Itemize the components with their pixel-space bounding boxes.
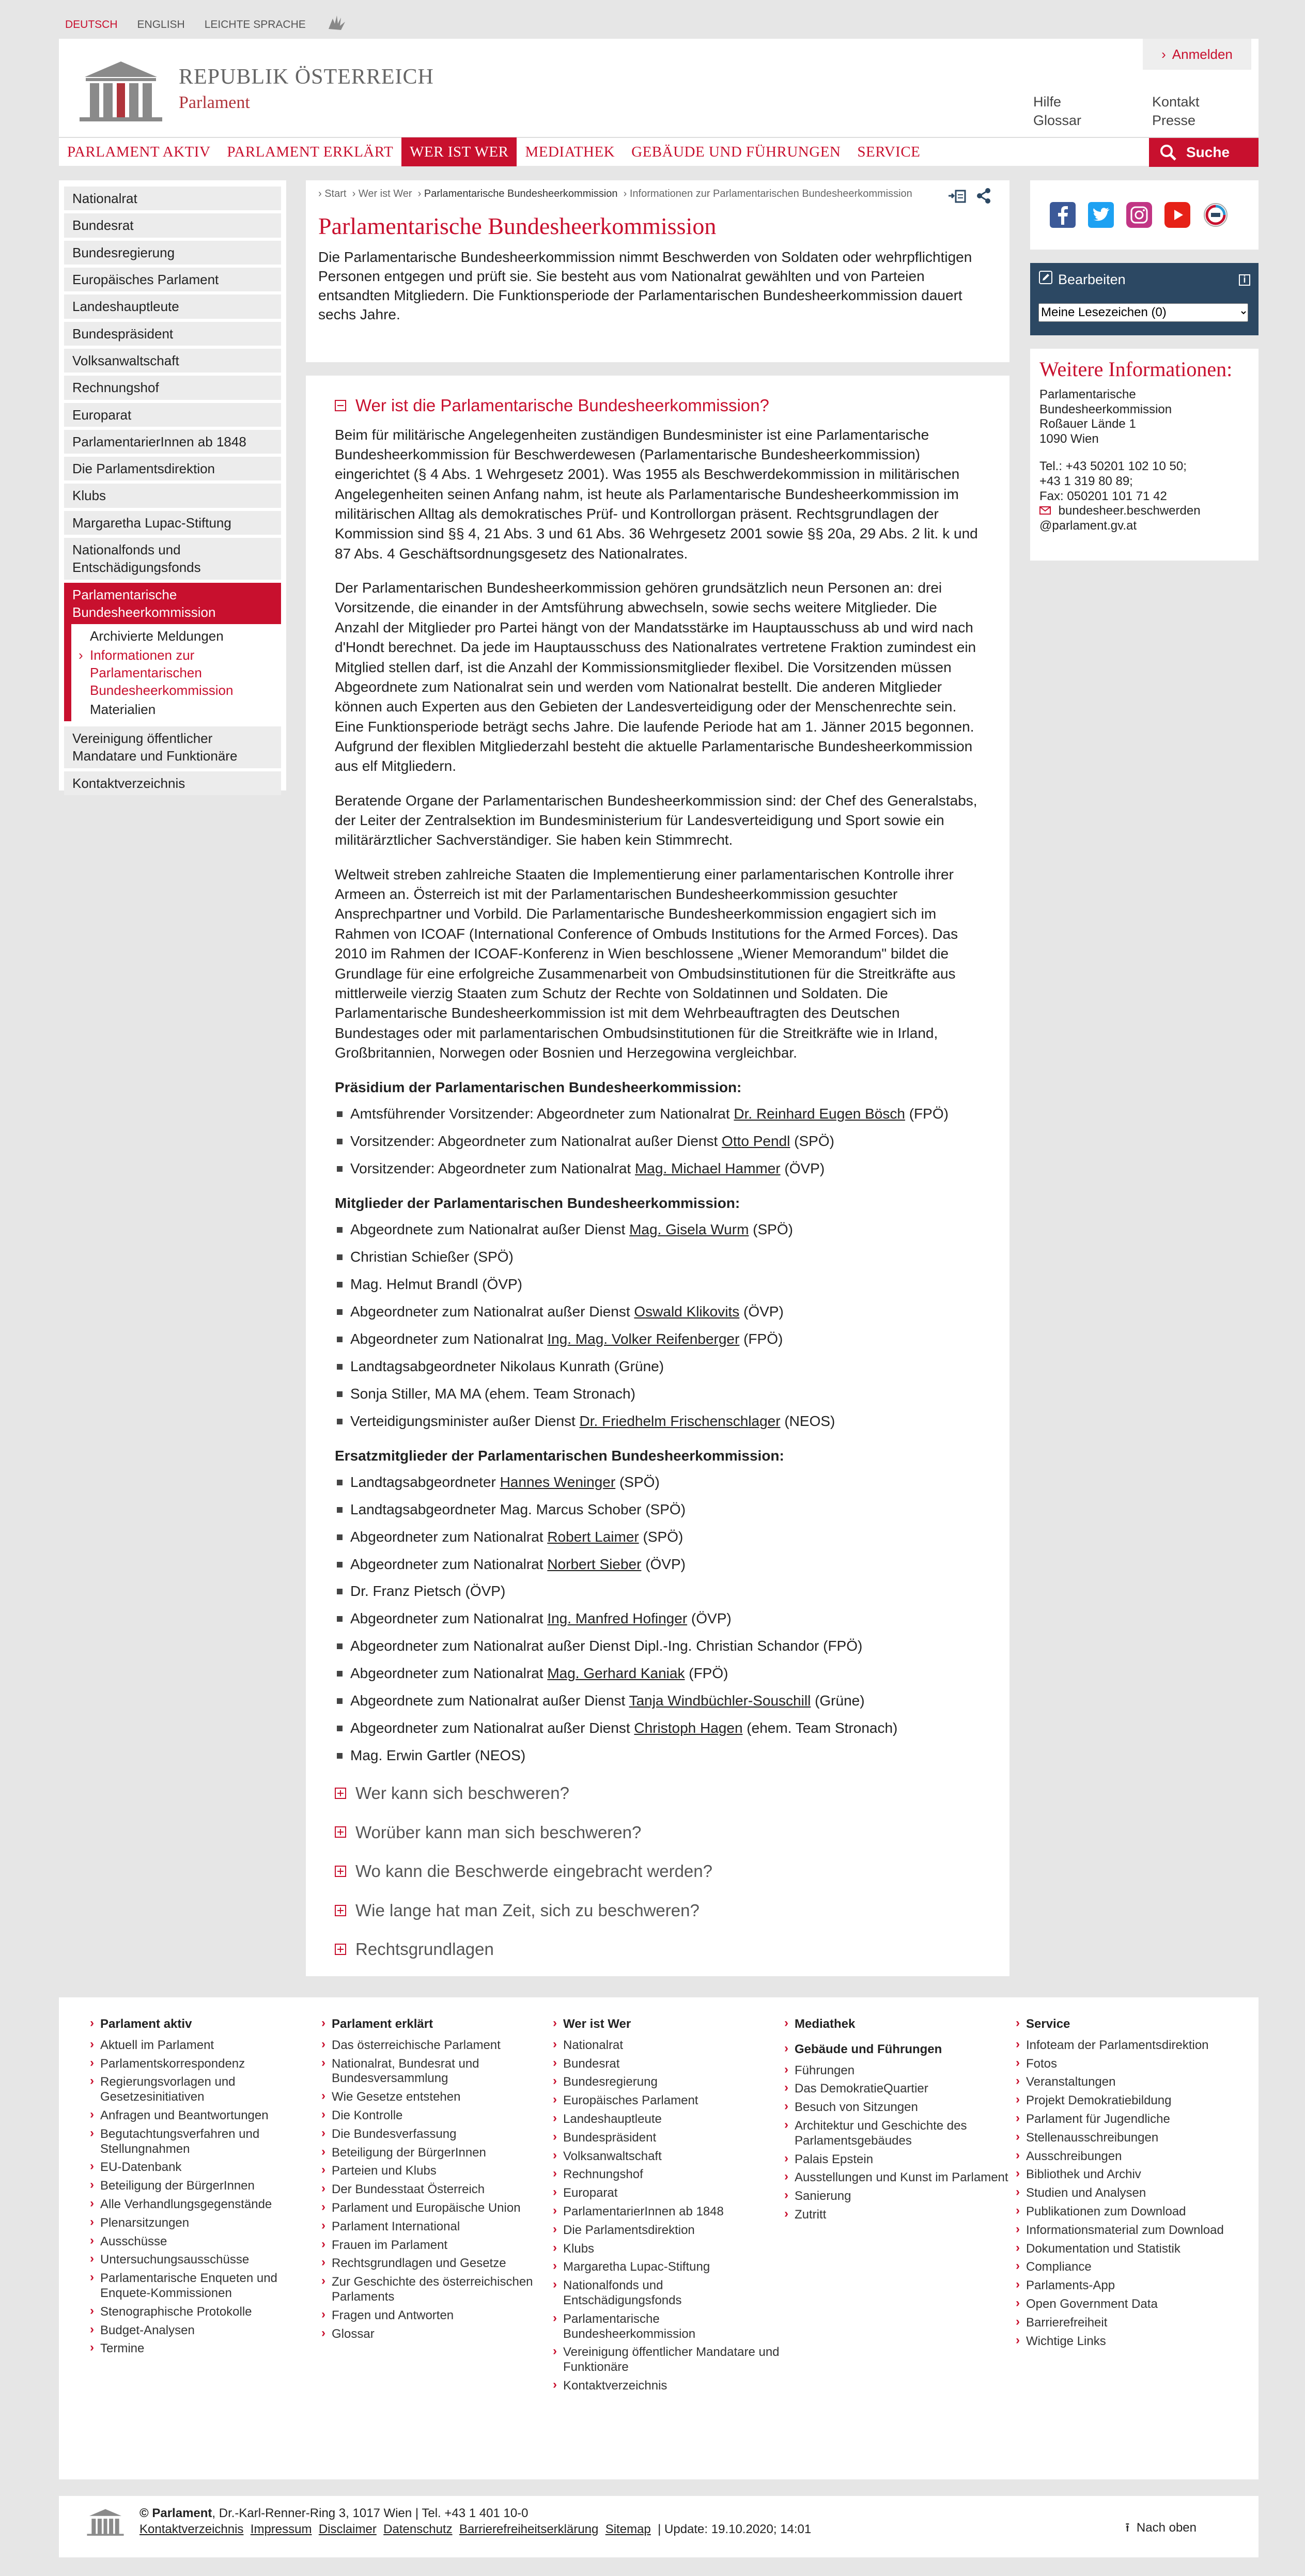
update-date: | Update: 19.10.2020; 14:01 [658, 2522, 812, 2537]
person-link[interactable]: Robert Laimer [547, 1528, 639, 1545]
sidebar-item-kontaktverzeichnis[interactable]: Kontaktverzeichnis [64, 771, 281, 795]
intro-panel [306, 180, 1009, 362]
list-item: Mag. Erwin Gartler (NEOS) [335, 1746, 981, 1765]
footer-link[interactable]: › ParlamentarierInnen ab 1848 [551, 2205, 782, 2220]
footer-link[interactable]: › Bundesrat [551, 2057, 782, 2072]
info-line: Roßauer Lände 1 [1039, 417, 1136, 431]
lang-deutsch[interactable]: DEUTSCH [65, 19, 118, 30]
list-item: Abgeordnete zum Nationalrat außer Dienst Mag. Gisela Wurm (SPÖ) [335, 1220, 981, 1239]
footer-link[interactable]: › Fragen und Antworten [319, 2308, 551, 2323]
social-links [1030, 180, 1259, 250]
article-panel [306, 376, 1009, 1976]
sidebar-item-bundesheerkommission[interactable]: Parlamentarische Bundesheerkommission [64, 583, 281, 625]
instagram-icon[interactable] [1126, 202, 1152, 228]
footer-link[interactable]: › Regierungsvorlagen und Gesetzesinitiativen [88, 2075, 319, 2105]
list-item: Christian Schießer (SPÖ) [335, 1248, 981, 1267]
footer-link[interactable]: › Das DemokratieQuartier [782, 2082, 1014, 2097]
footer-link[interactable]: › Kontaktverzeichnis [551, 2379, 782, 2394]
footer-column [551, 2017, 782, 2479]
footer-link[interactable]: › Frauen im Parlament [319, 2238, 551, 2253]
footer-link[interactable]: › Ausschreibungen [1014, 2149, 1245, 2164]
nav-parlament-erklaert[interactable]: PARLAMENT ERKLÄRT [227, 143, 394, 160]
expand-icon [335, 1788, 346, 1799]
paragraph: Beim für militärische Angelegenheiten zuständigen Bundesminister ist eine Parlamentarische Bundesheerkommission für Beschwerdewesen (Parlamentarische Bundesheerkommission) eingerichtet (§ 4 Abs. 1 Wehrgesetz 2001). Was 1955 als Beschwerdekommission in militärischen Angelegenheiten seinen Anfang nahm, ist heute als Parlamentarische Bundesheerkommission im militärischen Alltag als demokratisches Prüf- und Kontrollorgan präsent. Rechtsgrundlagen der Kommission sind §§ 4, 21 Abs. 3 und 61 Abs. 36 Wehrgesetz 2001 sowie §§ 20a, 29 Abs. 2 lit. k und 87 Abs. 4 Geschäftsordnungsgesetz des Nationalrates. [335, 426, 978, 562]
footer-link[interactable]: › Open Government Data [1014, 2297, 1245, 2312]
praesidium-list [335, 1105, 981, 1178]
list-item: Mag. Helmut Brandl (ÖVP) [335, 1275, 981, 1294]
footer-link[interactable]: › Europarat [551, 2186, 782, 2201]
youtube-icon[interactable] [1164, 202, 1190, 228]
list-item: Abgeordneter zum Nationalrat außer Dienst Oswald Klikovits (ÖVP) [335, 1302, 981, 1322]
person-link[interactable]: Dr. Friedhelm Frischenschlager [579, 1413, 781, 1429]
press-link[interactable]: Presse [1152, 112, 1196, 128]
nav-gebaeude-fuehrungen[interactable]: GEBÄUDE UND FÜHRUNGEN [631, 143, 841, 160]
person-link[interactable]: Ing. Manfred Hofinger [547, 1610, 688, 1627]
footer-link[interactable]: › Veranstaltungen [1014, 2075, 1245, 2090]
chevron-right-icon: › [79, 647, 83, 663]
sidebar-item-landeshauptleute[interactable]: Landeshauptleute [64, 294, 281, 318]
person-link[interactable]: Oswald Klikovits [634, 1303, 740, 1320]
sidebar-item-lupac-stiftung[interactable]: Margaretha Lupac-Stiftung [64, 511, 281, 535]
footer-sitemap [59, 1997, 1259, 2479]
footer-link[interactable]: › Parteien und Klubs [319, 2164, 551, 2179]
footer-link[interactable]: › EU-Datenbank [88, 2160, 319, 2175]
footer-link[interactable]: › Termine [88, 2341, 319, 2356]
paragraph: Der Parlamentarischen Bundesheerkommission gehören grundsätzlich neun Personen an: drei Vorsitzende, die einander in der Amtsführung abwechseln, sowie sechs weitere Mitglieder. Die Anzahl der Mitglieder pro Partei hängt von der Mandatsstärke im Hauptausschuss ab und wird nach d'Hondt berechnet. Da jede im Hauptausschuss des Nationalrates vertretene Fraktion zumindest ein Mitglied stellen darf, ist die Anzahl der Kommissionsmitglieder flexibel. Die Vorsitzenden müssen Abgeordnete zum Nationalrat sein und werden vom Nationalrat bestellt. Die anderen Mitglieder können auch Experten aus den Gebieten der Landesverteidigung oder der Menschenrechte sein. Eine Funktionsperiode beträgt sechs Jahre. Die laufende Periode hat am 1. Jänner 2015 begonnen. Aufgrund der flexiblen Mitgliederzahl besteht die aktuelle Parlamentarische Bundesheerkommission aus elf Mitgliedern. [335, 580, 976, 774]
footer-heading[interactable]: › Mediathek [782, 2017, 1014, 2032]
footer-link[interactable]: › Die Parlamentsdirektion [551, 2223, 782, 2238]
footer-link[interactable]: › Bibliothek und Archiv [1014, 2167, 1245, 2182]
footer-link[interactable]: › Architektur und Geschichte des Parlamentsgebäudes [782, 2119, 1014, 2149]
footer-link[interactable]: › Nationalfonds und Entschädigungsfonds [551, 2278, 782, 2308]
sidebar-item-bundesrat[interactable]: Bundesrat [64, 213, 281, 237]
list-item: Vorsitzender: Abgeordneter zum Nationalrat Mag. Michael Hammer (ÖVP) [335, 1159, 981, 1178]
person-link[interactable]: Mag. Michael Hammer [634, 1160, 781, 1177]
mail-icon [1039, 506, 1051, 515]
page-title: Parlamentarische Bundesheerkommission [318, 213, 717, 239]
list-item: Landtagsabgeordneter Mag. Marcus Schober (SPÖ) [335, 1500, 981, 1519]
list-item: Abgeordneter zum Nationalrat außer Dienst Christoph Hagen (ehem. Team Stronach) [335, 1719, 981, 1738]
breadcrumb-wer-ist-wer[interactable]: Wer ist Wer [358, 188, 412, 199]
info-phone: Tel.: +43 50201 102 10 50; [1039, 459, 1187, 473]
info-email-link[interactable]: bundesheer.beschwerden [1039, 504, 1249, 519]
info-title: Weitere Informationen: [1039, 358, 1233, 381]
info-box [1030, 349, 1259, 561]
footer-link[interactable]: › Stellenausschreibungen [1014, 2131, 1245, 2146]
accordion-wer-ist-die-kommission[interactable]: Wer ist die Parlamentarische Bundesheerkommission? [335, 394, 981, 417]
help-link[interactable]: Hilfe [1033, 94, 1062, 110]
footer-link[interactable]: › Europäisches Parlament [551, 2093, 782, 2108]
info-fax: Fax: 050201 101 71 42 [1039, 489, 1167, 503]
footer-link[interactable]: › Landeshauptleute [551, 2112, 782, 2127]
info-line: Bundesheerkommission [1039, 402, 1172, 416]
footer-link[interactable]: › Informationsmaterial zum Download [1014, 2223, 1245, 2238]
footer-link[interactable]: › Parlamentskorrespondenz [88, 2057, 319, 2072]
footer-link[interactable]: › Wichtige Links [1014, 2334, 1245, 2349]
expand-icon [335, 1944, 346, 1955]
footer-link[interactable]: › Barrierefreiheit [1014, 2316, 1245, 2331]
footer-link[interactable]: › Margaretha Lupac-Stiftung [551, 2260, 782, 2275]
sidebar-item-vereinigung[interactable]: Vereinigung öffentlicher Mandatare und Funktionäre [64, 726, 281, 768]
sidebar-item-nationalrat[interactable]: Nationalrat [64, 187, 281, 210]
accordion-wer-kann-sich-beschweren[interactable]: Wer kann sich beschweren? [335, 1782, 981, 1805]
footer-link-sitemap[interactable]: Sitemap [605, 2522, 651, 2537]
list-item: Abgeordneter zum Nationalrat Norbert Sieber (ÖVP) [335, 1555, 981, 1574]
footer-link[interactable]: › Fotos [1014, 2057, 1245, 2072]
footer-link[interactable]: › Parlament für Jugendliche [1014, 2112, 1245, 2127]
footer-link[interactable]: › Aktuell im Parlament [88, 2038, 319, 2053]
sign-language-icon[interactable] [325, 13, 348, 36]
footer-link[interactable]: › Budget-Analysen [88, 2323, 319, 2338]
sidebar-item-europarat[interactable]: Europarat [64, 403, 281, 427]
footer-link[interactable]: › Parlamentarische Enqueten und Enquete-Kommissionen [88, 2271, 319, 2301]
sidebar-sub-materialien[interactable]: Materialien [90, 701, 156, 717]
footer-link[interactable]: › Publikationen zum Download [1014, 2205, 1245, 2220]
collapse-icon [335, 400, 346, 411]
footer-link[interactable]: › Zutritt [782, 2208, 1014, 2223]
footer-link[interactable]: › Parlament und Europäische Union [319, 2201, 551, 2216]
footer-link[interactable]: › Stenographische Protokolle [88, 2305, 319, 2320]
parliament-building-icon [74, 55, 167, 122]
search-icon [1159, 144, 1177, 161]
parlament-app-icon[interactable] [1203, 202, 1229, 228]
person-link[interactable]: Mag. Gerhard Kaniak [547, 1665, 685, 1682]
logo-subtitle: Parlament [179, 93, 250, 113]
paragraph: Beratende Organe der Parlamentarischen Bundesheerkommission sind: der Chef des Generalstabs, der Leiter der Zentralsektion im Bundesministerium für Landesverteidigung und Sport sowie ein militärärztlicher Sachverständiger. Sie haben kein Stimmrecht. [335, 792, 977, 848]
info-email-domain[interactable]: @parlament.gv.at [1039, 519, 1137, 533]
sidebar-item-rechnungshof[interactable]: Rechnungshof [64, 376, 281, 399]
bottom-bar [59, 2496, 1259, 2557]
lang-leichte-sprache[interactable]: LEICHTE SPRACHE [204, 19, 306, 30]
nav-wer-ist-wer[interactable]: WER IST WER [401, 137, 517, 166]
ersatz-list [335, 1473, 981, 1765]
list-item: Vorsitzender: Abgeordneter zum Nationalrat außer Dienst Otto Pendl (SPÖ) [335, 1132, 981, 1151]
page-tools [947, 188, 992, 204]
expand-icon [335, 1905, 346, 1916]
list-item: Abgeordneter zum Nationalrat Ing. Mag. Volker Reifenberger (FPÖ) [335, 1330, 981, 1349]
login-button[interactable]: › Anmelden [1143, 39, 1251, 70]
back-to-top-link[interactable]: ⭱ Nach oben [1125, 2521, 1197, 2535]
footer-link[interactable]: › Parlamentarische Bundesheerkommission [551, 2312, 782, 2342]
footer-link[interactable]: › Bundesregierung [551, 2075, 782, 2090]
footer-link[interactable]: › Vereinigung öffentlicher Mandatare und Funktionäre [551, 2345, 782, 2375]
sidebar-item-klubs[interactable]: Klubs [64, 484, 281, 507]
footer-link[interactable]: › Glossar [319, 2327, 551, 2342]
footer-link[interactable]: › Sanierung [782, 2189, 1014, 2204]
glossary-link[interactable]: Glossar [1033, 112, 1082, 128]
footer-link[interactable]: › Anfragen und Beantwortungen [88, 2108, 319, 2123]
footer-heading[interactable]: › Parlament erklärt [319, 2017, 551, 2032]
person-link[interactable]: Dr. Reinhard Eugen Bösch [734, 1106, 905, 1122]
footer-link[interactable]: › Volksanwaltschaft [551, 2149, 782, 2164]
utility-links [1033, 93, 1255, 130]
paragraph: Weltweit streben zahlreiche Staaten die Implementierung einer parlamentarischen Kontrolle ihrer Armeen an. Österreich ist mit der Parlamentarischen Bundesheerkommission gesuchter Ansprechpartner und Vorbild. Die Parlamentarische Bundesheerkommission engagiert sich im Rahmen von ICOAF (International Conference of Ombuds Institutions for the Armed Forces). Das 2010 im Rahmen der ICOAF-Konferenz in Wien beschlossene „Wiener Memorandum" bildet die Grundlage für eine erfolgreiche Zusammenarbeit von Ombudsinstitutionen für die Streitkräfte aus mittlerweile vierzig Staaten zum Schutz der Rechte von Soldatinnen und Soldaten. Die Parlamentarische Bundesheerkommission ist mit dem Wehrbeauftragten des Deutschen Bundestages oder mit parlamentarischen Ombudsinstitutionen für die Streitkräfte wie in Irland, Großbritannien, Norwegen oder Bosnien und Herzegowina vergleichbar. [335, 866, 958, 1061]
breadcrumb-bundesheerkommission[interactable]: Parlamentarische Bundesheerkommission [424, 188, 618, 199]
list-item: Abgeordneter zum Nationalrat Ing. Manfred Hofinger (ÖVP) [335, 1609, 981, 1628]
nav-mediathek[interactable]: MEDIATHEK [525, 143, 615, 160]
expand-icon [335, 1866, 346, 1877]
info-line: Parlamentarische [1039, 387, 1136, 401]
breadcrumb-current: Informationen zur Parlamentarischen Bundesheerkommission [629, 188, 912, 199]
list-item: Verteidigungsminister außer Dienst Dr. Friedhelm Frischenschlager (NEOS) [335, 1412, 981, 1431]
accordion-worueber[interactable]: Worüber kann man sich beschweren? [335, 1821, 981, 1844]
person-link[interactable]: Otto Pendl [722, 1133, 790, 1150]
logo-title: REPUBLIK ÖSTERREICH [179, 65, 434, 89]
list-item: Abgeordneter zum Nationalrat außer Dienst Dipl.-Ing. Christian Schandor (FPÖ) [335, 1637, 981, 1656]
nav-service[interactable]: SERVICE [857, 143, 921, 160]
twitter-icon[interactable] [1088, 202, 1114, 228]
footer-link[interactable]: › Wie Gesetze entstehen [319, 2090, 551, 2105]
footer-link[interactable]: › Alle Verhandlungsgegenstände [88, 2197, 319, 2212]
person-link[interactable]: Ing. Mag. Volker Reifenberger [547, 1330, 740, 1347]
page-intro: Die Parlamentarische Bundesheerkommission nimmt Beschwerden von Soldaten oder wehrpflichtigen Personen entgegen und prüft sie. Sie besteht aus vom Nationalrat gewählten und von Parteien entsandten Mitgliedern. Die Funktionsperiode der Parlamentarischen Bundesheerkommission dauert sechs Jahre. [318, 249, 972, 323]
footer-column [319, 2017, 551, 2479]
footer-heading[interactable]: › Service [1014, 2017, 1245, 2032]
ersatz-heading: Ersatzmitglieder der Parlamentarischen Bundesheerkommission: [335, 1447, 784, 1464]
footer-link[interactable]: › Nationalrat [551, 2038, 782, 2053]
person-link[interactable]: Christoph Hagen [634, 1720, 743, 1736]
footer-link[interactable]: › Palais Epstein [782, 2152, 1014, 2167]
nav-parlament-aktiv[interactable]: PARLAMENT AKTIV [67, 143, 211, 160]
chevron-right-icon: › [1161, 46, 1166, 62]
contact-link[interactable]: Kontakt [1152, 94, 1200, 110]
footer-link[interactable]: › Besuch von Sitzungen [782, 2100, 1014, 2115]
list-item: Abgeordneter zum Nationalrat Robert Laimer (SPÖ) [335, 1528, 981, 1547]
parliament-building-icon [85, 2505, 126, 2537]
footer-link[interactable]: › Ausschüsse [88, 2234, 319, 2249]
footer-link-barrierefreiheit[interactable]: Barrierefreiheitserklärung [459, 2522, 599, 2537]
breadcrumb-start[interactable]: Start [324, 188, 347, 199]
language-bar [65, 13, 348, 36]
footer-link[interactable]: › Die Kontrolle [319, 2108, 551, 2123]
footer-link[interactable]: › Projekt Demokratiebildung [1014, 2093, 1245, 2108]
footer-link[interactable]: › Ausstellungen und Kunst im Parlament [782, 2170, 1014, 2185]
person-link[interactable]: Tanja Windbüchler-Souschill [629, 1693, 811, 1709]
person-link[interactable]: Hannes Weninger [500, 1473, 616, 1490]
footer-link[interactable]: › Compliance [1014, 2260, 1245, 2275]
share-icon[interactable] [976, 188, 992, 204]
footer-link[interactable]: › Parlament International [319, 2220, 551, 2234]
footer-link[interactable]: › Bundespräsident [551, 2131, 782, 2146]
print-icon[interactable] [947, 188, 968, 204]
sidebar-item-parlamentsdirektion[interactable]: Die Parlamentsdirektion [64, 457, 281, 480]
parlament-logo[interactable] [74, 55, 434, 122]
sidebar-sub-archivierte-meldungen[interactable]: Archivierte Meldungen [90, 628, 224, 644]
sidebar-item-bundesregierung[interactable]: Bundesregierung [64, 241, 281, 265]
mitglieder-heading: Mitglieder der Parlamentarischen Bundesheerkommission: [335, 1195, 740, 1212]
footer-link[interactable]: › Infoteam der Parlamentsdirektion [1014, 2038, 1245, 2053]
footer-link-disclaimer[interactable]: Disclaimer [318, 2522, 377, 2537]
accordion-wie-lange[interactable]: Wie lange hat man Zeit, sich zu beschweren? [335, 1899, 981, 1922]
footer-heading[interactable]: › Gebäude und Führungen [782, 2042, 1014, 2057]
facebook-icon[interactable] [1050, 202, 1076, 228]
footer-link[interactable]: › Zur Geschichte des österreichischen Parlaments [319, 2275, 551, 2305]
footer-link[interactable]: › Das österreichische Parlament [319, 2038, 551, 2053]
footer-link[interactable]: › Rechtsgrundlagen und Gesetze [319, 2256, 551, 2271]
list-item: Abgeordneter zum Nationalrat Mag. Gerhard Kaniak (FPÖ) [335, 1664, 981, 1683]
sidebar-subnav [64, 624, 281, 721]
sidebar-item-europaeisches-parlament[interactable]: Europäisches Parlament [64, 268, 281, 291]
bookmark-select[interactable] [1038, 303, 1248, 322]
sidebar-item-volksanwaltschaft[interactable]: Volksanwaltschaft [64, 349, 281, 373]
footer-link[interactable]: › Führungen [782, 2063, 1014, 2078]
footer-link-kontaktverzeichnis[interactable]: Kontaktverzeichnis [139, 2522, 244, 2537]
sidebar-item-nationalfonds[interactable]: Nationalfonds und Entschädigungsfonds [64, 538, 281, 580]
footer-column [1014, 2017, 1245, 2479]
list-item: Dr. Franz Pietsch (ÖVP) [335, 1582, 981, 1601]
edit-icon[interactable] [1038, 270, 1053, 290]
search-button[interactable]: Suche [1149, 138, 1259, 167]
bookmark-panel [1030, 263, 1259, 335]
info-icon[interactable]: i [1239, 274, 1250, 286]
footer-column [782, 2017, 1014, 2479]
footer-link[interactable]: › Begutachtungsverfahren und Stellungnahmen [88, 2127, 319, 2157]
breadcrumb: › Start › Wer ist Wer › Parlamentarische Bundesheerkommission › Informationen zur Parlamentarischen Bundesheerkommission [318, 188, 912, 199]
footer-heading[interactable]: › Parlament aktiv [88, 2017, 319, 2032]
sidebar-sub-informationen[interactable]: › Informationen zur Parlamentarischen Bundesheerkommission [79, 647, 234, 699]
info-phone-2: +43 1 319 80 89; [1039, 474, 1133, 488]
person-link[interactable]: Norbert Sieber [547, 1556, 642, 1572]
footer-column [88, 2017, 319, 2479]
footer-link-datenschutz[interactable]: Datenschutz [383, 2522, 453, 2537]
footer-link[interactable]: › Beteiligung der BürgerInnen [88, 2179, 319, 2194]
sidebar-item-parlamentarierinnen[interactable]: ParlamentarierInnen ab 1848 [64, 430, 281, 454]
main-navigation [59, 137, 1259, 166]
list-item: Amtsführender Vorsitzender: Abgeordneter zum Nationalrat Dr. Reinhard Eugen Bösch (FPÖ) [335, 1105, 981, 1124]
footer-link[interactable]: › Der Bundesstaat Österreich [319, 2182, 551, 2197]
list-item: Sonja Stiller, MA MA (ehem. Team Stronach) [335, 1385, 981, 1404]
footer-link[interactable]: › Dokumentation und Statistik [1014, 2242, 1245, 2257]
accordion-wo-einbringen[interactable]: Wo kann die Beschwerde eingebracht werden? [335, 1860, 981, 1883]
footer-link[interactable]: › Nationalrat, Bundesrat und Bundesversammlung [319, 2057, 551, 2087]
expand-icon [335, 1826, 346, 1838]
sidebar [59, 180, 286, 790]
list-item: Landtagsabgeordneter Hannes Weninger (SPÖ) [335, 1473, 981, 1492]
footer-link-impressum[interactable]: Impressum [250, 2522, 312, 2537]
bookmark-title: Bearbeiten [1058, 272, 1126, 287]
info-line: 1090 Wien [1039, 432, 1099, 446]
footer-link[interactable]: › Beteiligung der BürgerInnen [319, 2146, 551, 2161]
accordion-rechtsgrundlagen[interactable]: Rechtsgrundlagen [335, 1938, 981, 1961]
footer-link[interactable]: › Klubs [551, 2242, 782, 2257]
list-item: Abgeordnete zum Nationalrat außer Dienst Tanja Windbüchler-Souschill (Grüne) [335, 1692, 981, 1711]
footer-link[interactable]: › Plenarsitzungen [88, 2216, 319, 2231]
footer-link[interactable]: › Parlaments-App [1014, 2278, 1245, 2293]
footer-link[interactable]: › Untersuchungsausschüsse [88, 2253, 319, 2268]
copyright-org: © Parlament [139, 2506, 212, 2520]
sidebar-item-bundespraesident[interactable]: Bundespräsident [64, 322, 281, 346]
mitglieder-list [335, 1220, 981, 1431]
lang-english[interactable]: ENGLISH [137, 19, 185, 30]
praesidium-heading: Präsidium der Parlamentarischen Bundesheerkommission: [335, 1079, 742, 1096]
list-item: Landtagsabgeordneter Nikolaus Kunrath (Grüne) [335, 1357, 981, 1376]
footer-link[interactable]: › Die Bundesverfassung [319, 2127, 551, 2142]
footer-link[interactable]: › Rechnungshof [551, 2167, 782, 2182]
person-link[interactable]: Mag. Gisela Wurm [629, 1221, 749, 1238]
footer-heading[interactable]: › Wer ist Wer [551, 2017, 782, 2032]
footer-link[interactable]: › Studien und Analysen [1014, 2186, 1245, 2201]
arrow-up-icon: ⭱ [1125, 2521, 1130, 2535]
address: , Dr.-Karl-Renner-Ring 3, 1017 Wien | Tel. +43 1 401 10-0 [212, 2506, 529, 2520]
